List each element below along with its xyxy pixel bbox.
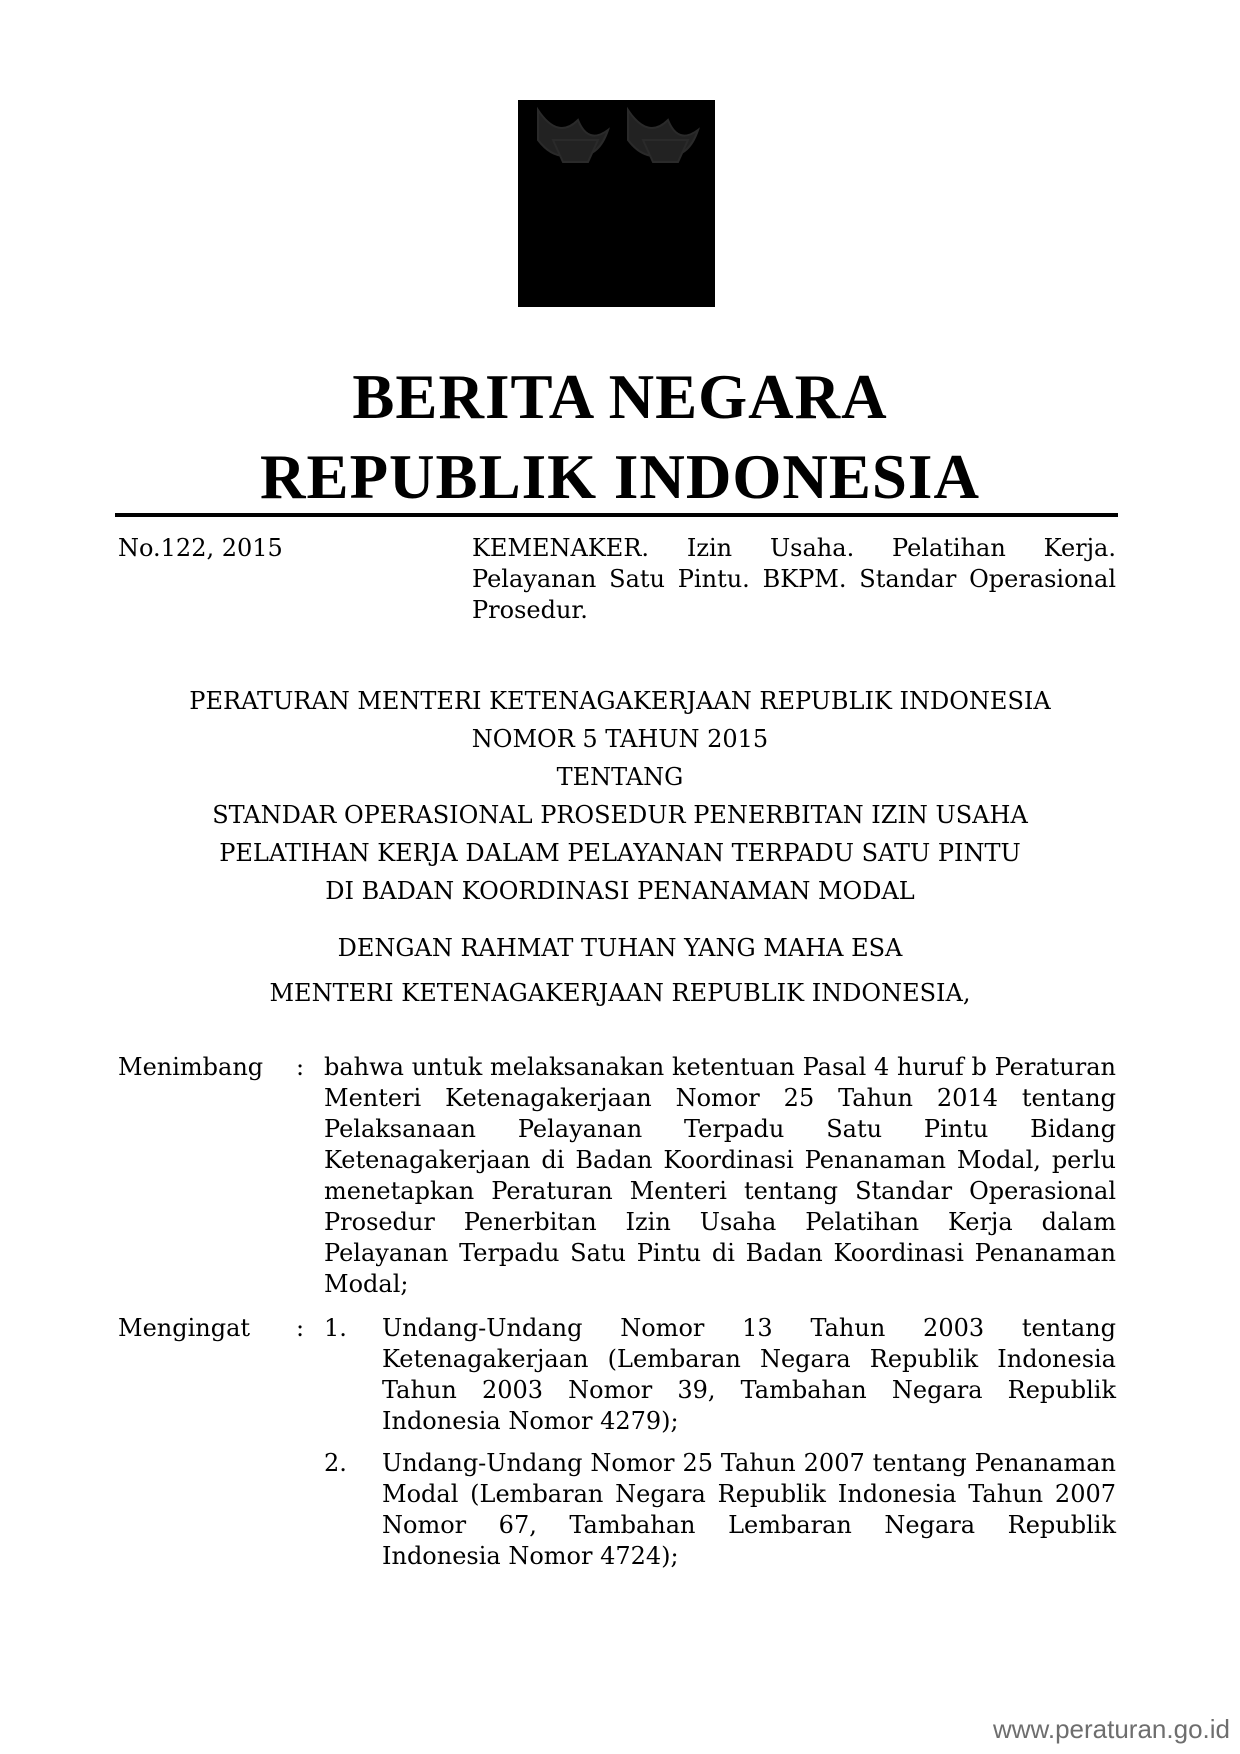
footer-url-link[interactable]: www.peraturan.go.id: [992, 1714, 1230, 1744]
regulation-line: PELATIHAN KERJA DALAM PELAYANAN TERPADU SATU PINTU: [219, 839, 1021, 867]
regulation-line: STANDAR OPERASIONAL PROSEDUR PENERBITAN IZIN USAHA: [212, 801, 1028, 829]
menimbang-label: Menimbang: [118, 1053, 264, 1081]
regulation-line: DI BADAN KOORDINASI PENANAMAN MODAL: [325, 877, 915, 905]
header-divider: [115, 513, 1118, 517]
masthead-subtitle: REPUBLIK INDONESIA: [260, 442, 980, 512]
preamble-line: DENGAN RAHMAT TUHAN YANG MAHA ESA: [337, 934, 903, 962]
garuda-emblem-icon: [518, 100, 715, 307]
regulation-line: TENTANG: [556, 763, 684, 791]
gazette-subject: KEMENAKER. Izin Usaha. Pelatihan Kerja. Pelayanan Satu Pintu. BKPM. Standar Operasional Prosedur.: [472, 534, 1116, 624]
mengingat-colon: :: [296, 1314, 305, 1342]
regulation-line: NOMOR 5 TAHUN 2015: [471, 725, 769, 753]
gazette-number: No.122, 2015: [118, 534, 283, 562]
regulation-line: PERATURAN MENTERI KETENAGAKERJAAN REPUBLIK INDONESIA: [189, 687, 1051, 715]
mengingat-item-number: 1.: [324, 1314, 347, 1342]
preamble-line: MENTERI KETENAGAKERJAAN REPUBLIK INDONESIA,: [269, 979, 971, 1007]
regulation-title: [0, 682, 1240, 910]
mengingat-item-text: Undang-Undang Nomor 25 Tahun 2007 tentang Penanaman Modal (Lembaran Negara Republik Indonesia Tahun 2007 Nomor 67, Tambahan Lembaran Negara Republik Indonesia Nomor 4724);: [382, 1449, 1116, 1570]
mengingat-label: Mengingat: [118, 1314, 251, 1342]
menimbang-text: bahwa untuk melaksanakan ketentuan Pasal 4 huruf b Peraturan Menteri Ketenagakerjaan Nomor 25 Tahun 2014 tentang Pelaksanaan Pelayanan Terpadu Satu Pintu Bidang Ketenagakerjaan di Badan Koordinasi Penanaman Modal, perlu menetapkan Peraturan Menteri tentang Standar Operasional Prosedur Penerbitan Izin Usaha Pelatihan Kerja dalam Pelayanan Terpadu Satu Pintu di Badan Koordinasi Penanaman Modal;: [324, 1053, 1116, 1298]
preamble: [0, 926, 1240, 1016]
mengingat-item-text: Undang-Undang Nomor 13 Tahun 2003 tentang Ketenagakerjaan (Lembaran Negara Republik Indonesia Tahun 2003 Nomor 39, Tambahan Negara Republik Indonesia Nomor 4279);: [382, 1314, 1116, 1435]
mengingat-item-number: 2.: [324, 1449, 347, 1477]
masthead-title: BERITA NEGARA: [352, 362, 888, 432]
menimbang-colon: :: [296, 1053, 305, 1081]
